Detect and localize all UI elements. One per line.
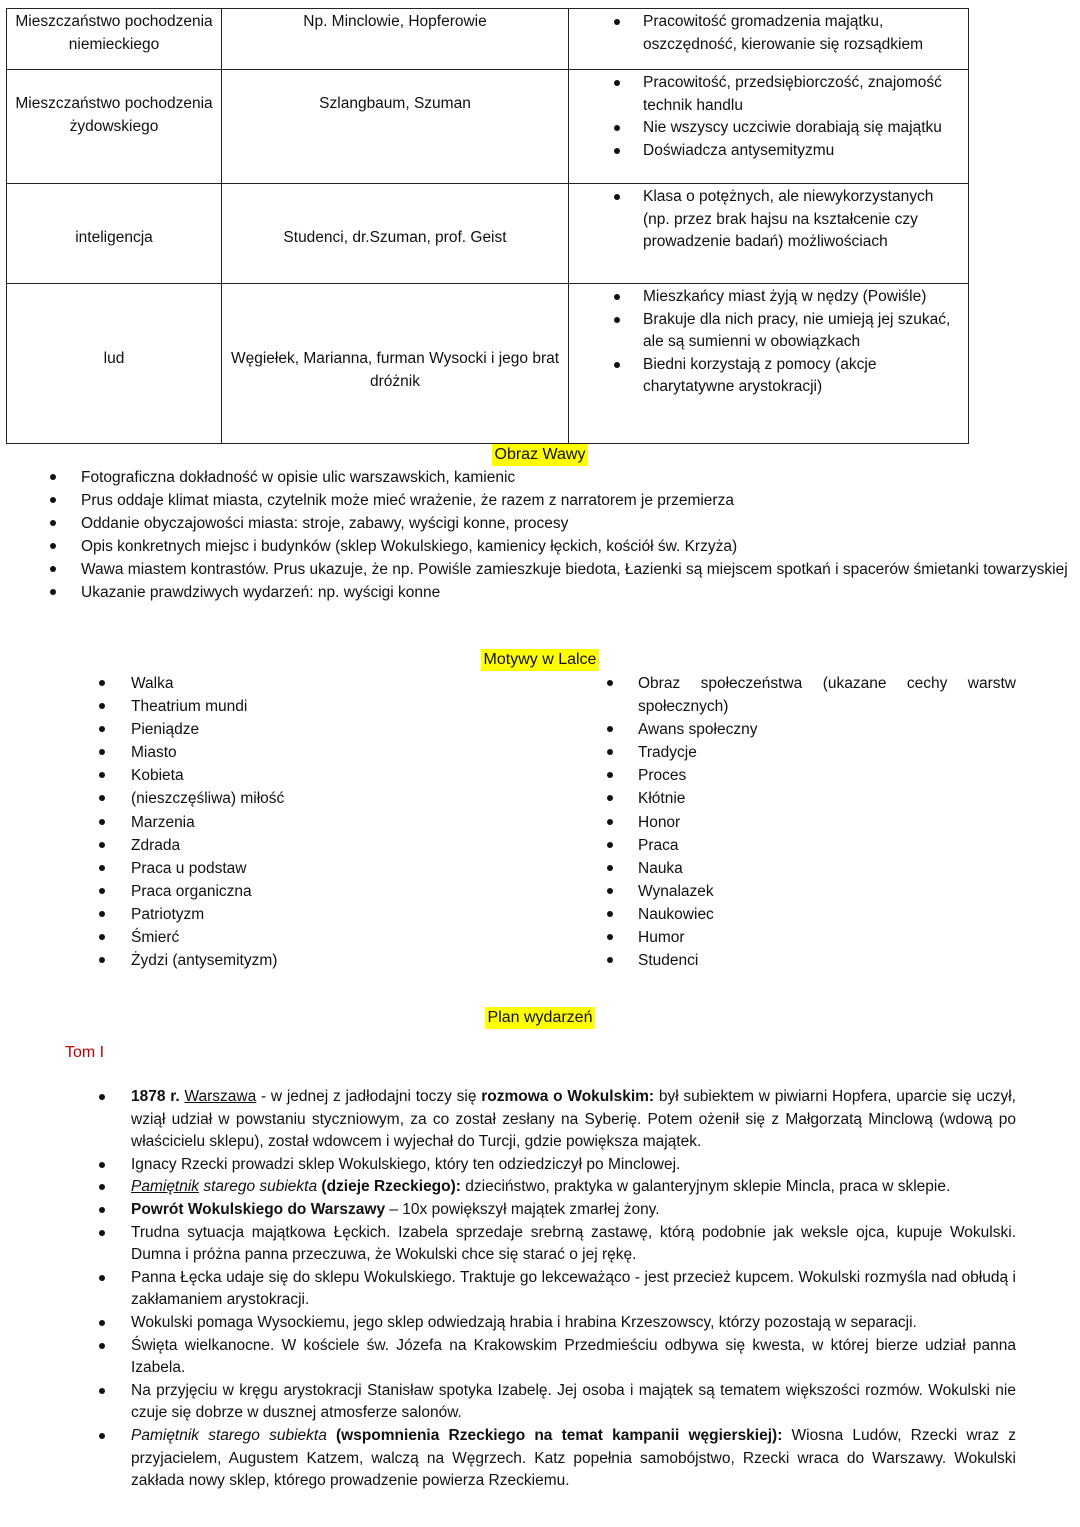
list-item: Kłótnie: [0, 787, 1016, 810]
list-item: Praca organiczna: [0, 880, 470, 903]
list-item: Miasto: [0, 741, 470, 764]
list-item: Żydzi (antysemityzm): [0, 949, 470, 972]
wawa-list: [0, 466, 1068, 604]
table-row: [7, 9, 969, 70]
table-row: [7, 70, 969, 184]
traits-cell: [569, 184, 969, 284]
examples-cell: Np. Minclowie, Hopferowie: [222, 9, 569, 70]
group-cell: lud: [7, 284, 222, 444]
list-item: Praca u podstaw: [0, 857, 470, 880]
list-item: Opis konkretnych miejsc i budynków (sklep Wokulskiego, kamienicy łęckich, kościół św. Krzyża): [0, 535, 1068, 558]
list-item: Nie wszyscy uczciwie dorabiają się majątku: [569, 117, 968, 140]
list-item: Walka: [0, 672, 470, 695]
list-item: Fotograficzna dokładność w opisie ulic warszawskich, kamienic: [0, 466, 1068, 489]
list-item: Marzenia: [0, 811, 470, 834]
list-item: Wynalazek: [0, 880, 1016, 903]
list-item: Nauka: [0, 857, 1016, 880]
list-item: Pamiętnik starego subiekta (dzieje Rzeckiego): dzieciństwo, praktyka w galanteryjnym sklepie Mincla, praca w sklepie.: [0, 1176, 1016, 1199]
list-item: Mieszkańcy miast żyją w nędzy (Powiśle): [569, 286, 968, 309]
list-item: Patriotyzm: [0, 903, 470, 926]
list-item: Śmierć: [0, 926, 470, 949]
list-item: Wokulski pomaga Wysockiemu, jego sklep odwiedzają hrabia i hrabina Krzeszowscy, którzy pozostają w separacji.: [0, 1312, 1016, 1335]
list-item: Biedni korzystają z pomocy (akcje charytatywne arystokracji): [569, 354, 968, 399]
list-item: Tradycje: [0, 741, 1016, 764]
list-item: Studenci: [0, 949, 1016, 972]
section-heading-motywy: Motywy w Lalce: [0, 649, 1080, 672]
list-item: Na przyjęciu w kręgu arystokracji Stanisław spotyka Izabelę. Jej osoba i majątek są tematem większości rozmów. Wokulski nie czuje się dobrze w dusznej atmosferze salonów.: [0, 1380, 1016, 1425]
list-item: Humor: [0, 926, 1016, 949]
examples-cell: Studenci, dr.Szuman, prof. Geist: [222, 184, 569, 284]
list-item: Obraz społeczeństwa (ukazane cechy warstw społecznych): [0, 672, 1016, 718]
list-item: Doświadcza antysemityzmu: [569, 140, 968, 163]
motifs-right-list: [0, 672, 1016, 972]
table-row: [7, 184, 969, 284]
list-item: Klasa o potężnych, ale niewykorzystanych (np. przez brak hajsu na kształcenie czy prowadzenie badań) możliwościach: [569, 186, 968, 254]
list-item: Panna Łęcka udaje się do sklepu Wokulskiego. Traktuje go lekceważąco - jest przecież kupcem. Wokulski rozmyśla nad obłudą i zakłamaniem arystokracji.: [0, 1267, 1016, 1312]
list-item: Naukowiec: [0, 903, 1016, 926]
list-item: Ukazanie prawdziwych wydarzeń: np. wyścigi konne: [0, 581, 1068, 604]
group-cell: Mieszczaństwo pochodzenia niemieckiego: [7, 9, 222, 70]
list-item: Praca: [0, 834, 1016, 857]
examples-cell: Węgiełek, Marianna, furman Wysocki i jego brat dróżnik: [222, 284, 569, 444]
list-item: Święta wielkanocne. W kościele św. Józefa na Krakowskim Przedmieściu odbywa się kwesta, w której bierze udział panna Izabela.: [0, 1335, 1016, 1380]
list-item: Proces: [0, 764, 1016, 787]
traits-cell: [569, 9, 969, 70]
volume-label: Tom I: [65, 1044, 105, 1061]
table-row: [7, 284, 969, 444]
list-item: Prus oddaje klimat miasta, czytelnik może mieć wrażenie, że razem z narratorem je przemierza: [0, 489, 1068, 512]
section-heading-plan: Plan wydarzeń: [0, 1007, 1080, 1030]
list-item: Awans społeczny: [0, 718, 1016, 741]
list-item: Powrót Wokulskiego do Warszawy – 10x powiększył majątek zmarłej żony.: [0, 1199, 1016, 1222]
list-item: Wawa miastem kontrastów. Prus ukazuje, że np. Powiśle zamieszkuje biedota, Łazienki są miejscem spotkań i spacerów śmietanki towarzyskiej: [0, 558, 1068, 581]
examples-cell: Szlangbaum, Szuman: [222, 70, 569, 184]
list-item: Zdrada: [0, 834, 470, 857]
list-item: Oddanie obyczajowości miasta: stroje, zabawy, wyścigi konne, procesy: [0, 512, 1068, 535]
group-cell: Mieszczaństwo pochodzenia żydowskiego: [7, 70, 222, 184]
list-item: Pracowitość, przedsiębiorczość, znajomość technik handlu: [569, 72, 968, 117]
list-item: Pracowitość gromadzenia majątku, oszczędność, kierowanie się rozsądkiem: [569, 11, 968, 56]
list-item: Kobieta: [0, 764, 470, 787]
list-item: (nieszczęśliwa) miłość: [0, 787, 470, 810]
list-item: Brakuje dla nich pracy, nie umieją jej szukać, ale są sumienni w obowiązkach: [569, 309, 968, 354]
list-item: Honor: [0, 811, 1016, 834]
traits-cell: [569, 70, 969, 184]
list-item: 1878 r. Warszawa - w jednej z jadłodajni toczy się rozmowa o Wokulskim: był subiektem w piwiarni Hopfera, uparcie się uczył, wziął udział w powstaniu styczniowym, za co został zesłany na Syberię. Potem ożenił się z Małgorzatą Minclową (wdową po właścicielu sklepu), został wdowcem i wyjechał do Turcji, gdzie powiększa majątek.: [0, 1086, 1016, 1154]
section-heading-wawa: Obraz Wawy: [0, 444, 1080, 467]
list-item: Pamiętnik starego subiekta (wspomnienia Rzeckiego na temat kampanii węgierskiej): Wiosna Ludów, Rzecki wraz z przyjacielem, Augustem Katzem, walczą na Węgrzech. Katz popełnia samobójstwo, Rzecki wraca do Warszawy. Wokulski zakłada nowy sklep, którego prowadzenie powierza Rzeckiemu.: [0, 1425, 1016, 1493]
traits-cell: [569, 284, 969, 444]
group-cell: inteligencja: [7, 184, 222, 284]
plan-list: [0, 1086, 1016, 1493]
list-item: Trudna sytuacja majątkowa Łęckich. Izabela sprzedaje srebrną zastawę, którą podobnie jak weksle ojca, kupuje Wokulski. Dumna i próżna panna przeczuwa, że Wokulski chce się starać o jej rękę.: [0, 1222, 1016, 1267]
list-item: Pieniądze: [0, 718, 470, 741]
social-groups-table: [6, 8, 969, 444]
list-item: Ignacy Rzecki prowadzi sklep Wokulskiego, który ten odziedziczył po Minclowej.: [0, 1154, 1016, 1177]
list-item: Theatrium mundi: [0, 695, 470, 718]
